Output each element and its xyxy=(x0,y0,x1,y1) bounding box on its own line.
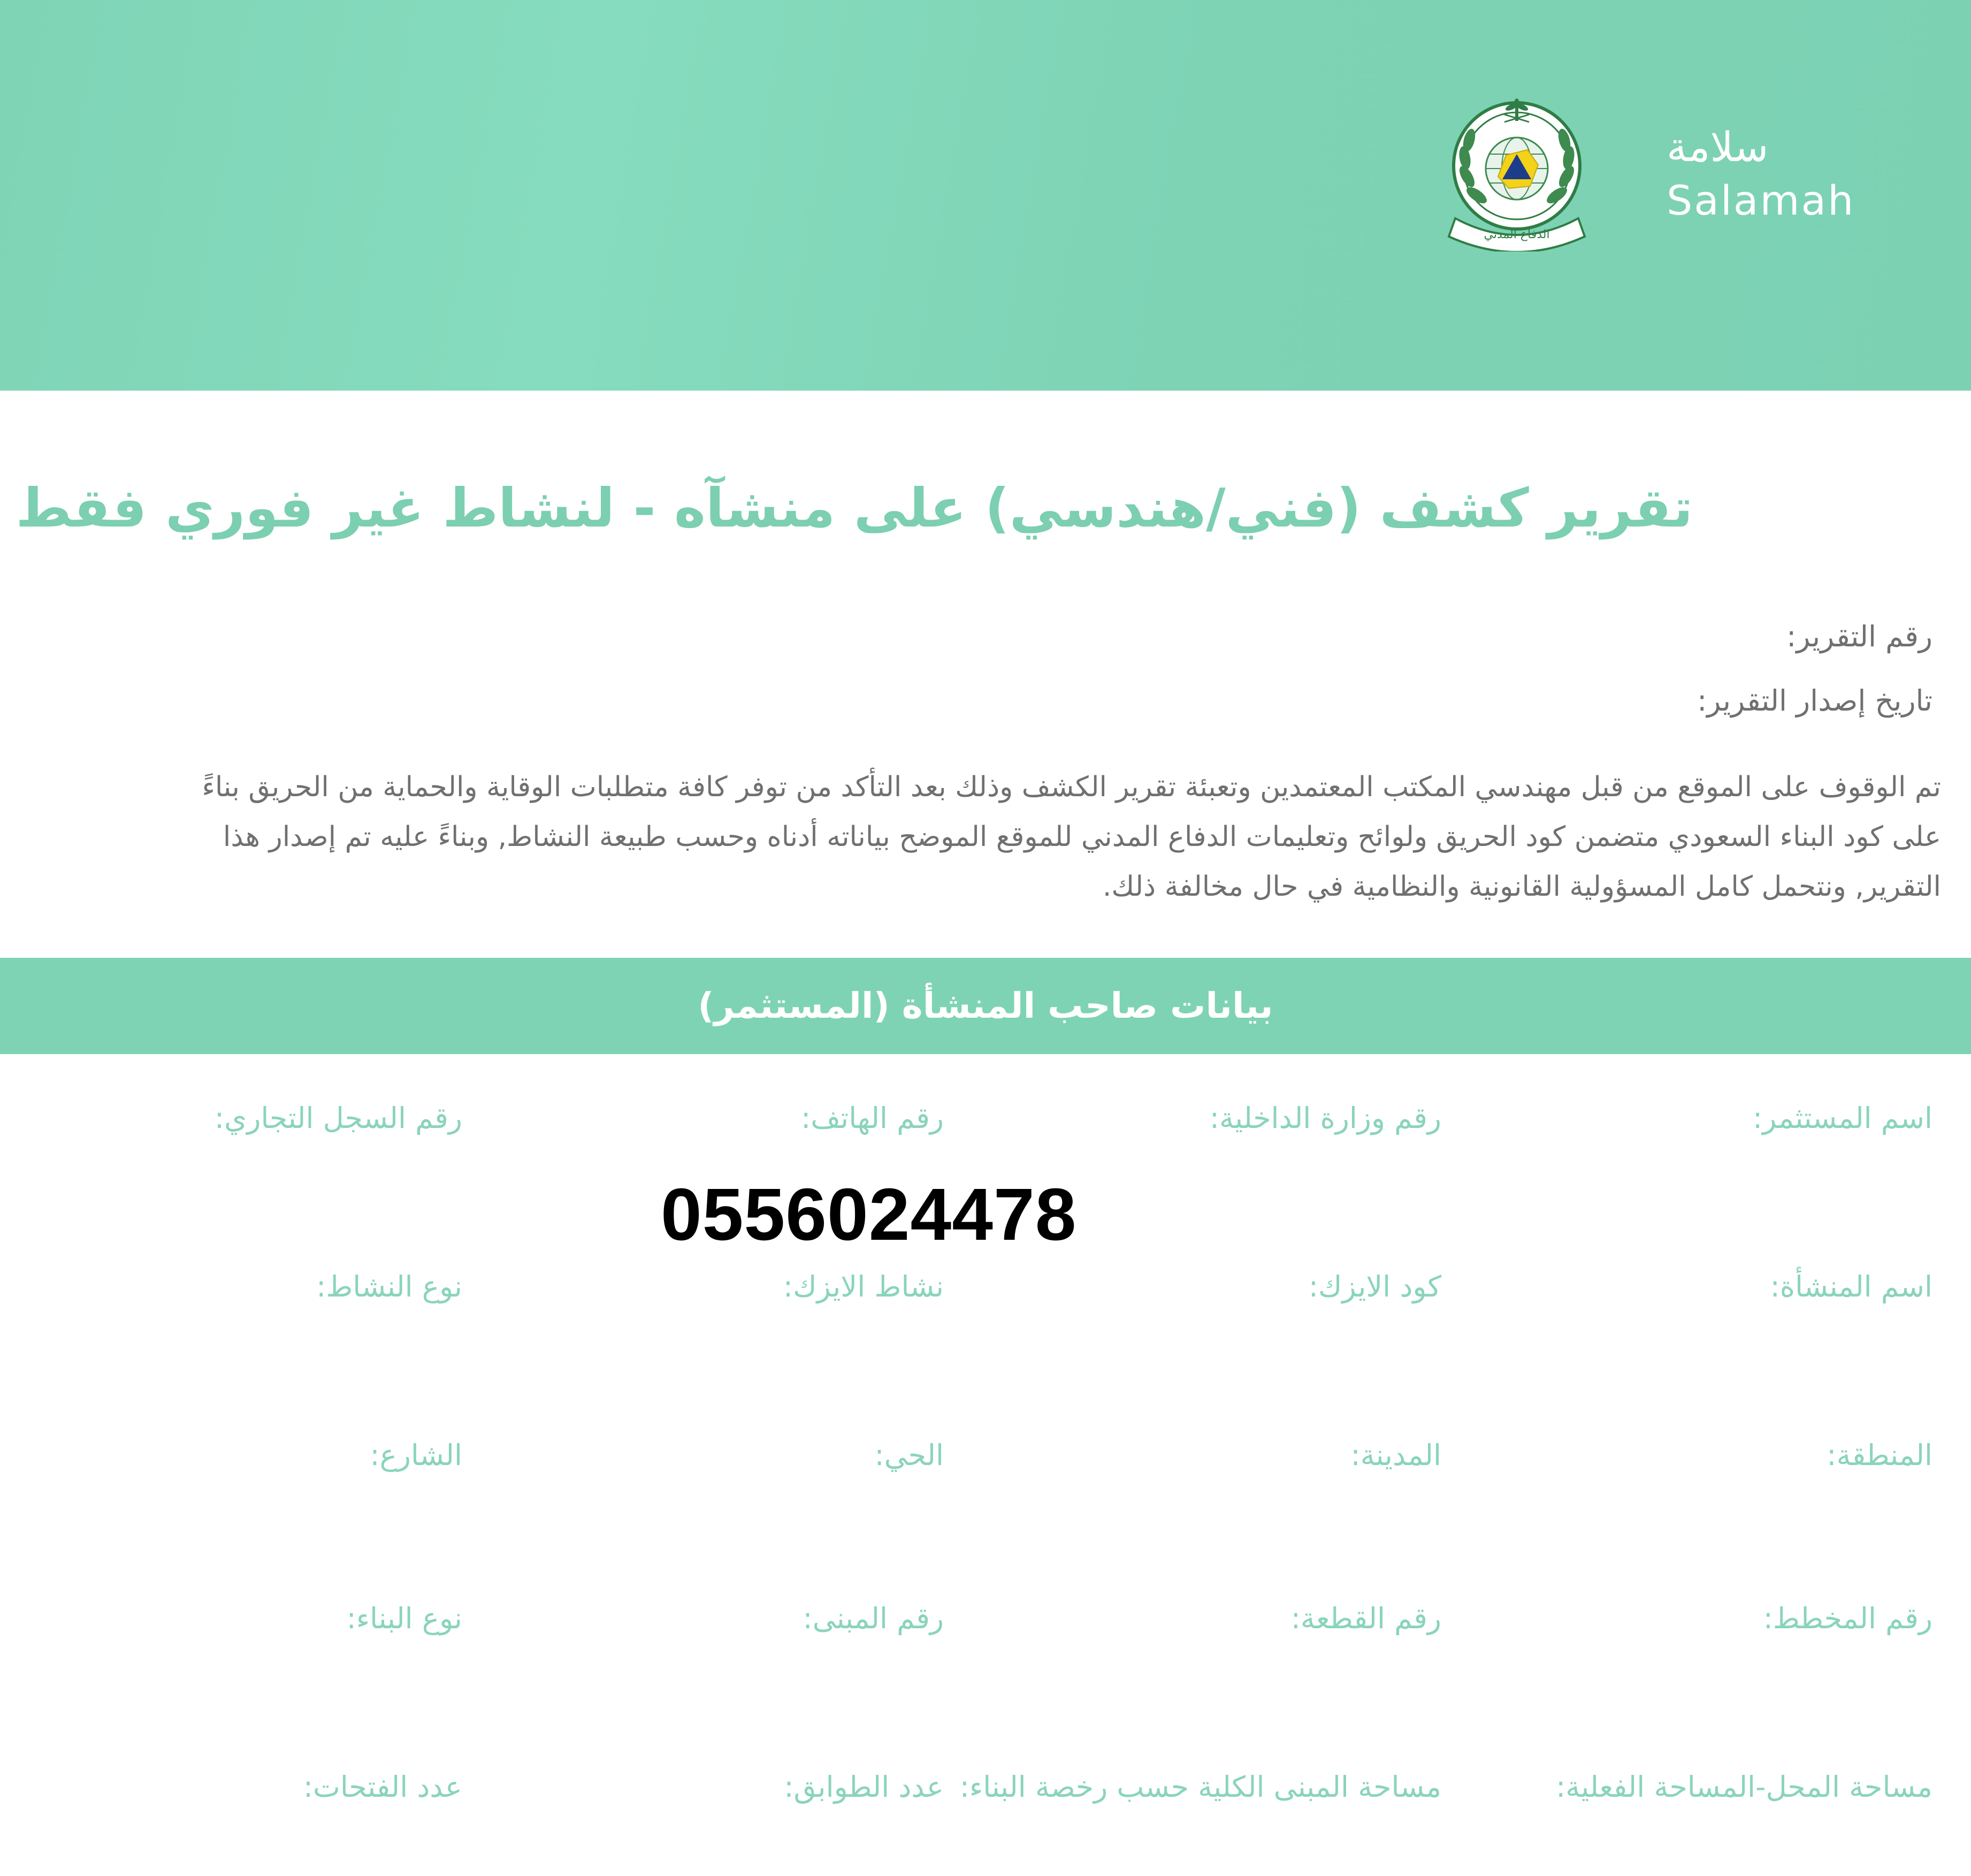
statement-line: على كود البناء السعودي متضمن كود الحريق ولوائح وتعليمات الدفاع المدني للموقع الموضح بياناته أدناه وحسب طبيعة النشاط, وبناءً عليه تم إصدار هذا xyxy=(223,821,1941,853)
field-label-isic-code: كود الايزك: xyxy=(1308,1270,1441,1303)
field-label-interior-ministry-number: رقم وزارة الداخلية: xyxy=(1209,1101,1441,1135)
document-title: تقرير كشف (فني/هندسي) على منشآه - لنشاط غير فوري فقط xyxy=(16,477,1693,539)
field-label-facility-name: اسم المنشأة: xyxy=(1770,1270,1932,1303)
report-date-label: تاريخ إصدار التقرير: xyxy=(1697,684,1932,718)
field-label-building-type: نوع البناء: xyxy=(346,1602,462,1635)
field-label-floor-count: عدد الطوابق: xyxy=(784,1770,944,1804)
field-label-plan-number: رقم المخطط: xyxy=(1763,1602,1932,1635)
field-label-plot-number: رقم القطعة: xyxy=(1290,1602,1441,1635)
field-label-city: المدينة: xyxy=(1350,1438,1441,1472)
header-banner xyxy=(0,0,1971,391)
field-label-building-number: رقم المبنى: xyxy=(803,1602,944,1635)
field-label-street: الشارع: xyxy=(370,1438,462,1472)
field-label-isic-activity: نشاط الايزك: xyxy=(783,1270,944,1303)
brand-name-english: Salamah xyxy=(1667,177,1855,224)
field-label-openings-count: عدد الفتحات: xyxy=(303,1770,462,1804)
phone-number-value: 0556024478 xyxy=(661,1173,1077,1256)
field-label-shop-area: مساحة المحل-المساحة الفعلية: xyxy=(1556,1770,1932,1804)
brand-block xyxy=(1667,120,1855,227)
field-label-phone-number: رقم الهاتف: xyxy=(801,1101,944,1135)
owner-section-header xyxy=(0,958,1971,1054)
brand-name-arabic: سلامة xyxy=(1667,123,1769,171)
field-label-activity-type: نوع النشاط: xyxy=(316,1270,462,1303)
field-label-commercial-register: رقم السجل التجاري: xyxy=(214,1101,462,1135)
field-label-district: الحي: xyxy=(874,1438,944,1472)
field-label-investor-name: اسم المستثمر: xyxy=(1753,1101,1932,1135)
statement-paragraph xyxy=(4,762,1941,912)
field-label-total-building-area: مساحة المبنى الكلية حسب رخصة البناء: xyxy=(959,1770,1441,1804)
field-label-region: المنطقة: xyxy=(1827,1438,1932,1472)
statement-line: التقرير, ونتحمل كامل المسؤولية القانونية والنظامية في حال مخالفة ذلك. xyxy=(1102,871,1941,903)
statement-line: تم الوقوف على الموقع من قبل مهندسي المكتب المعتمدين وتعبئة تقرير الكشف وذلك بعد التأكد من توفر كافة متطلبات الوقاية والحماية من الحريق بناءً xyxy=(202,771,1941,803)
emblem-ribbon-text: الدفاع المدني xyxy=(1484,228,1550,241)
report-number-label: رقم التقرير: xyxy=(1786,620,1932,653)
civil-defense-emblem-icon xyxy=(1434,96,1600,251)
owner-section-title: بيانات صاحب المنشأة (المستثمر) xyxy=(698,985,1273,1026)
